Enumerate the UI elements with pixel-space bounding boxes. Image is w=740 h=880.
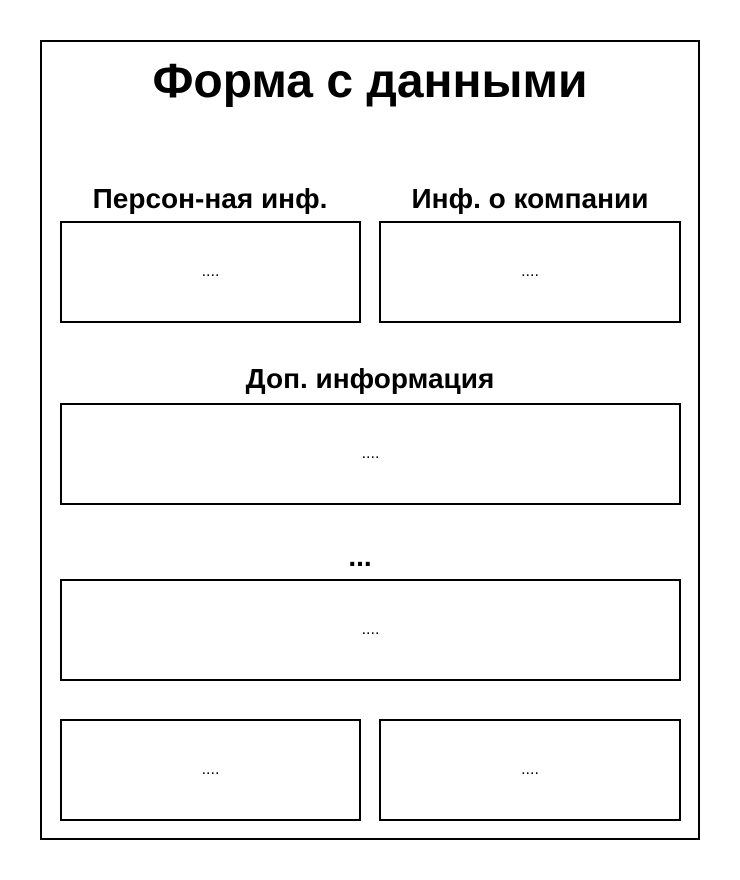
company-info-placeholder: .... [521, 263, 539, 280]
bottom-right-box[interactable] [379, 719, 681, 821]
personal-info-placeholder: .... [201, 263, 220, 280]
form-title: Форма с данными [152, 55, 588, 108]
personal-info-label: Персон-ная инф. [92, 183, 328, 214]
company-info-box[interactable] [379, 221, 681, 323]
additional-info-label: Доп. информация [245, 363, 495, 394]
more-sections-box[interactable] [60, 579, 681, 681]
more-sections-placeholder: .... [361, 621, 380, 638]
more-sections-label: ... [348, 541, 372, 572]
additional-info-placeholder: .... [361, 445, 380, 462]
personal-info-box[interactable] [60, 221, 361, 323]
company-info-label: Инф. о компании [411, 183, 649, 214]
additional-info-box[interactable] [60, 403, 681, 505]
bottom-left-box[interactable] [60, 719, 361, 821]
bottom-right-placeholder: .... [521, 761, 539, 778]
bottom-left-placeholder: .... [201, 761, 220, 778]
